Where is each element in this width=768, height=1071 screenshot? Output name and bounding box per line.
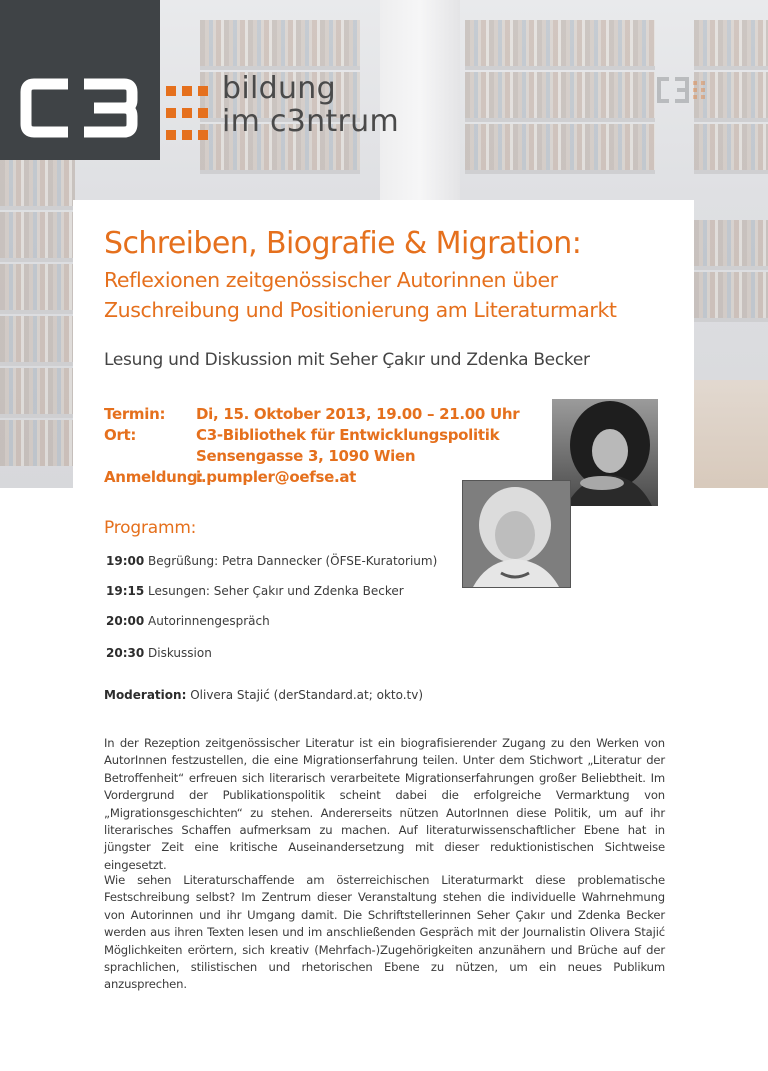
programm-time: 20:30 bbox=[106, 646, 145, 660]
programm-text: Begrüßung: Petra Dannecker (ÖFSE-Kuratorium) bbox=[148, 554, 438, 568]
programm-text: Autorinnengespräch bbox=[148, 614, 270, 628]
subtitle-line1: Reflexionen zeitgenössischer Autorinnen über bbox=[104, 268, 558, 292]
programm-time: 20:00 bbox=[106, 614, 145, 628]
programm-item bbox=[106, 614, 270, 628]
moderation bbox=[104, 688, 423, 702]
body-paragraph: Wie sehen Literaturschaffende am österreichischen Literaturmarkt diese problematische Festschreibung selbst? Im Zentrum dieser Veranstaltung stehen die individuelle Wahrnehmung von Autorinnen und ihr Umgang damit. Die Schriftstellerinnen Seher Çakır und Zdenka Becker werden aus ihren Texten lesen und im anschließenden Gespräch mit der Journalistin Olivera Stajić Möglichkeiten erörtern, sich kreativ (Mehrfach-)Zugehörigkeiten anzunähern und Brüche auf der sprachlichen, stilistischen und rhetorischen Ebene zu nützen, um ein neues Publikum anzusprechen. bbox=[104, 873, 665, 992]
page-title: Schreiben, Biografie & Migration: bbox=[104, 226, 582, 261]
termin-label: Termin: bbox=[104, 405, 166, 423]
programm-text: Diskussion bbox=[148, 646, 212, 660]
anmeldung-label: Anmeldung: bbox=[104, 468, 204, 486]
logo-line1: bildung bbox=[222, 71, 336, 106]
c3-logo-icon bbox=[20, 78, 138, 138]
ort-value-line1: C3-Bibliothek für Entwicklungspolitik bbox=[196, 426, 500, 444]
moderation-value: Olivera Stajić (derStandard.at; okto.tv) bbox=[190, 688, 424, 702]
ort-value-line2: Sensengasse 3, 1090 Wien bbox=[196, 447, 416, 465]
programm-item bbox=[106, 646, 212, 660]
programm-heading: Programm: bbox=[104, 518, 197, 538]
programm-time: 19:00 bbox=[106, 554, 145, 568]
background-c3-logo bbox=[655, 75, 713, 105]
logo-dark-block bbox=[0, 0, 160, 160]
moderation-label: Moderation: bbox=[104, 688, 187, 702]
body-paragraph: In der Rezeption zeitgenössischer Literatur ist ein biografisierender Zugang zu den Werken von AutorInnen festzustellen, die eine Migrationserfahrung teilen. Unter dem Stichwort „Literatur der Betroffenheit“ erfreuen sich literarisch verarbeitete Migrationserfahrungen großer Beliebtheit. Im Vordergrund der Publikationspolitik scheint dabei die erfolgreiche Vermarktung von „Migrationsgeschichten“ zu stehen. Andererseits nützen AutorInnen diese Politik, um auf ihr literarisches Schaffen aufmerksam zu machen. Auf literaturwissenschaftlicher Ebene hat in jüngster Zeit eine kritische Auseinandersetzung mit dieser reduktionistischen Sichtweise eingesetzt. bbox=[104, 736, 665, 872]
portrait-photo-blond-hair bbox=[462, 480, 571, 588]
subtitle-line2: Zuschreibung und Positionierung am Literaturmarkt bbox=[104, 298, 617, 322]
programm-text: Lesungen: Seher Çakır und Zdenka Becker bbox=[148, 584, 404, 598]
programm-time: 19:15 bbox=[106, 584, 145, 598]
programm-item bbox=[106, 554, 437, 568]
page-subtitle bbox=[104, 265, 684, 325]
anmeldung-email-link[interactable]: i.pumpler@oefse.at bbox=[196, 468, 357, 486]
logo-line2: im c3ntrum bbox=[222, 104, 400, 139]
event-description: Lesung und Diskussion mit Seher Çakır und Zdenka Becker bbox=[104, 350, 590, 370]
floor bbox=[690, 380, 768, 488]
ort-label: Ort: bbox=[104, 426, 137, 444]
programm-item bbox=[106, 584, 404, 598]
logo-wordmark bbox=[222, 72, 399, 138]
logo-dots-icon bbox=[166, 86, 208, 140]
termin-value: Di, 15. Oktober 2013, 19.00 – 21.00 Uhr bbox=[196, 405, 520, 423]
